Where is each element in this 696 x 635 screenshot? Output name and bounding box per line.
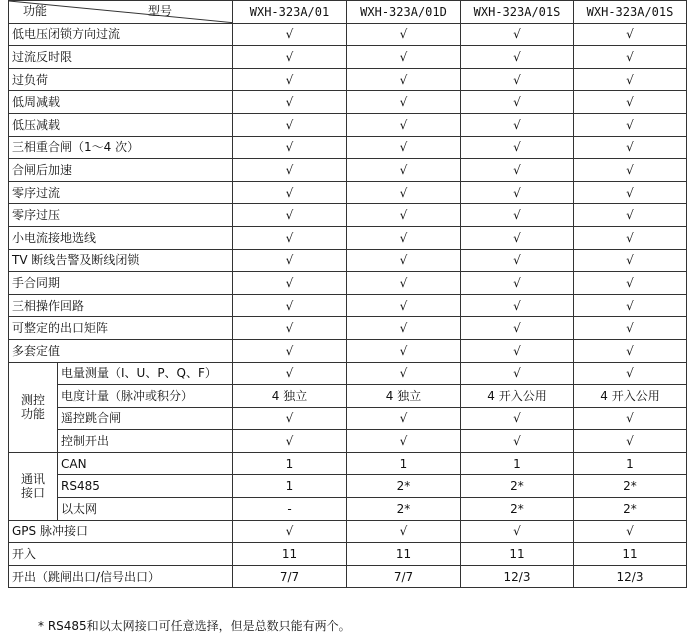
row-label: 零序过流 [9, 181, 233, 204]
value-cell: √ [461, 430, 574, 453]
value-cell: 12/3 [574, 565, 687, 588]
value-cell: √ [233, 520, 347, 543]
value-cell: 1 [233, 475, 347, 498]
value-cell: √ [461, 204, 574, 227]
value-cell: √ [347, 46, 461, 69]
value-cell: √ [233, 272, 347, 295]
table-row [9, 159, 687, 182]
value-cell: √ [461, 136, 574, 159]
value-cell: 11 [574, 543, 687, 566]
value-cell: √ [347, 520, 461, 543]
value-cell: √ [574, 249, 687, 272]
row-label: 低电压闭锁方向过流 [9, 23, 233, 46]
footnote: * RS485和以太网接口可任意选择，但是总数只能有两个。 [38, 619, 351, 633]
row-label: 低压减载 [9, 113, 233, 136]
row-label: 电度计量（脉冲或积分） [58, 385, 233, 408]
value-cell: 7/7 [233, 565, 347, 588]
model-header: WXH-323A/01 [233, 1, 347, 24]
value-cell: 4 开入公用 [461, 385, 574, 408]
value-cell: √ [347, 407, 461, 430]
value-cell: 1 [347, 452, 461, 475]
corner-label-function: 功能 [23, 3, 48, 18]
value-cell: 2* [574, 475, 687, 498]
table-row [9, 23, 687, 46]
table-row [9, 226, 687, 249]
value-cell: √ [574, 91, 687, 114]
value-cell: √ [461, 520, 574, 543]
group-label-cell [9, 452, 58, 520]
row-label: 三相重合闸（1～4 次） [9, 136, 233, 159]
group-label-line1: 测控 [20, 393, 45, 408]
value-cell: √ [574, 520, 687, 543]
row-label: 控制开出 [58, 430, 233, 453]
value-cell: √ [347, 68, 461, 91]
value-cell: √ [574, 339, 687, 362]
table-row [9, 113, 687, 136]
row-label: 多套定值 [9, 339, 233, 362]
value-cell: √ [347, 91, 461, 114]
row-label: RS485 [58, 475, 233, 498]
value-cell: √ [233, 339, 347, 362]
value-cell: √ [461, 249, 574, 272]
table-row [9, 407, 687, 430]
table-row [9, 520, 687, 543]
row-label: TV 断线告警及断线闭锁 [9, 249, 233, 272]
value-cell: 7/7 [347, 565, 461, 588]
value-cell: √ [233, 317, 347, 340]
value-cell: √ [347, 317, 461, 340]
row-label: GPS 脉冲接口 [9, 520, 233, 543]
value-cell: √ [461, 226, 574, 249]
row-label: 手合同期 [9, 272, 233, 295]
value-cell: 4 独立 [347, 385, 461, 408]
value-cell: √ [574, 430, 687, 453]
table-row [9, 498, 687, 521]
value-cell: √ [233, 430, 347, 453]
model-header: WXH-323A/01S [574, 1, 687, 24]
value-cell: √ [574, 46, 687, 69]
value-cell: 11 [233, 543, 347, 566]
row-label: 开入 [9, 543, 233, 566]
value-cell: √ [461, 339, 574, 362]
corner-label-model: 型号 [147, 4, 172, 18]
value-cell: 1 [574, 452, 687, 475]
row-label: 电量测量（I、U、P、Q、F） [58, 362, 233, 385]
value-cell: √ [574, 294, 687, 317]
value-cell: √ [574, 272, 687, 295]
row-label: 过流反时限 [9, 46, 233, 69]
value-cell: √ [347, 430, 461, 453]
table-row [9, 91, 687, 114]
value-cell: √ [347, 294, 461, 317]
value-cell: √ [461, 317, 574, 340]
value-cell: √ [233, 91, 347, 114]
value-cell: 1 [461, 452, 574, 475]
value-cell: √ [233, 46, 347, 69]
table-row [9, 204, 687, 227]
value-cell: 2* [461, 498, 574, 521]
value-cell: √ [574, 23, 687, 46]
value-cell: √ [347, 159, 461, 182]
value-cell: √ [461, 113, 574, 136]
value-cell: 4 独立 [233, 385, 347, 408]
value-cell: √ [347, 339, 461, 362]
value-cell: √ [574, 362, 687, 385]
row-label: 三相操作回路 [9, 294, 233, 317]
table-row [9, 543, 687, 566]
group-label-line2: 接口 [20, 486, 45, 501]
row-label: CAN [58, 452, 233, 475]
value-cell: - [233, 498, 347, 521]
table-row [9, 46, 687, 69]
value-cell: √ [461, 91, 574, 114]
value-cell: √ [347, 23, 461, 46]
value-cell: √ [347, 113, 461, 136]
value-cell: √ [461, 181, 574, 204]
value-cell: √ [347, 181, 461, 204]
row-label: 合闸后加速 [9, 159, 233, 182]
value-cell: √ [461, 46, 574, 69]
spec-table [8, 0, 687, 588]
value-cell: √ [574, 181, 687, 204]
model-header: WXH-323A/01D [347, 1, 461, 24]
value-cell: √ [574, 136, 687, 159]
value-cell: 12/3 [461, 565, 574, 588]
table-row [9, 565, 687, 588]
value-cell: 2* [574, 498, 687, 521]
row-label: 以太网 [58, 498, 233, 521]
value-cell: √ [461, 159, 574, 182]
table-row [9, 294, 687, 317]
table-row [9, 136, 687, 159]
row-label: 零序过压 [9, 204, 233, 227]
table-row [9, 430, 687, 453]
value-cell: √ [347, 136, 461, 159]
value-cell: √ [574, 159, 687, 182]
value-cell: 2* [461, 475, 574, 498]
value-cell: √ [233, 294, 347, 317]
value-cell: √ [233, 136, 347, 159]
group-label-line1: 通讯 [20, 472, 45, 487]
value-cell: √ [347, 249, 461, 272]
value-cell: √ [574, 226, 687, 249]
model-header: WXH-323A/01S [461, 1, 574, 24]
value-cell: √ [233, 23, 347, 46]
group-label-line2: 功能 [20, 407, 45, 422]
value-cell: 2* [347, 475, 461, 498]
value-cell: √ [461, 68, 574, 91]
value-cell: √ [347, 226, 461, 249]
table-row [9, 181, 687, 204]
value-cell: √ [347, 272, 461, 295]
value-cell: √ [233, 181, 347, 204]
value-cell: √ [574, 204, 687, 227]
value-cell: √ [347, 362, 461, 385]
value-cell: √ [574, 113, 687, 136]
header-row [9, 1, 687, 24]
value-cell: √ [347, 204, 461, 227]
value-cell: 1 [233, 452, 347, 475]
corner-header-cell [9, 1, 233, 24]
row-label: 遥控跳合闸 [58, 407, 233, 430]
value-cell: 2* [347, 498, 461, 521]
value-cell: 11 [347, 543, 461, 566]
table-row [9, 385, 687, 408]
value-cell: √ [574, 68, 687, 91]
value-cell: √ [233, 68, 347, 91]
value-cell: √ [233, 159, 347, 182]
table-row [9, 452, 687, 475]
table-row [9, 68, 687, 91]
table-row [9, 272, 687, 295]
value-cell: √ [233, 407, 347, 430]
value-cell: √ [461, 407, 574, 430]
table-row [9, 475, 687, 498]
value-cell: √ [233, 204, 347, 227]
row-label: 小电流接地选线 [9, 226, 233, 249]
row-label: 开出（跳闸出口/信号出口） [9, 565, 233, 588]
value-cell: 4 开入公用 [574, 385, 687, 408]
value-cell: √ [461, 294, 574, 317]
value-cell: √ [233, 249, 347, 272]
group-label-cell [9, 362, 58, 452]
table-row [9, 249, 687, 272]
value-cell: √ [233, 113, 347, 136]
value-cell: √ [461, 362, 574, 385]
value-cell: √ [574, 317, 687, 340]
row-label: 过负荷 [9, 68, 233, 91]
value-cell: √ [461, 272, 574, 295]
table-row [9, 317, 687, 340]
row-label: 可整定的出口矩阵 [9, 317, 233, 340]
row-label: 低周减载 [9, 91, 233, 114]
value-cell: √ [233, 362, 347, 385]
table-row [9, 362, 687, 385]
value-cell: √ [233, 226, 347, 249]
value-cell: √ [574, 407, 687, 430]
value-cell: √ [461, 23, 574, 46]
value-cell: 11 [461, 543, 574, 566]
table-row [9, 339, 687, 362]
